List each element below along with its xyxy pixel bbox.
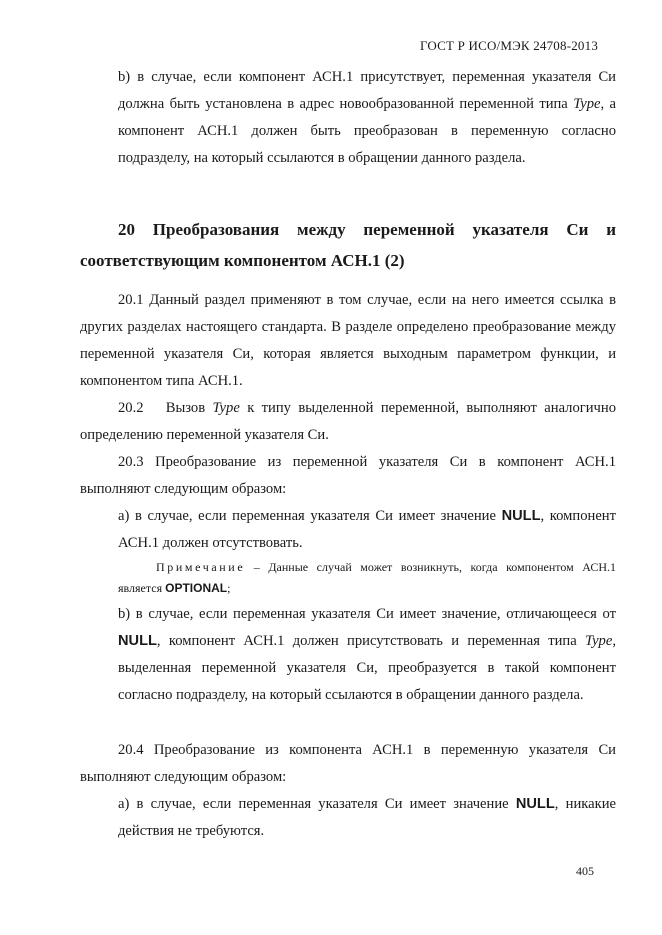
type-word: Type <box>585 633 613 649</box>
item-b-lead: b) в случае, если компонент АСН.1 присутствует, переменная указателя Си должна быть установлена в адрес новообразованной переменной типа <box>118 69 616 112</box>
note-label: Примечание <box>156 560 246 574</box>
type-word: Type <box>573 96 601 112</box>
section-number: 20 <box>118 220 135 239</box>
type-word: Type <box>212 400 240 416</box>
item-a-lead: а) в случае, если переменная указателя Си имеет значение <box>118 508 502 524</box>
item-b-tail: , выделенная переменной указателя Си, преобразуется в такой компонент согласно подразделу, на который ссылаются в обращении данного раздела. <box>118 633 616 703</box>
paragraph-20-2 <box>80 395 616 449</box>
item-b-continuation <box>118 64 616 172</box>
null-keyword: NULL <box>515 796 555 812</box>
item-b-tail: , а компонент АСН.1 должен быть преобразован в переменную согласно подразделу, на который ссылаются в обращении данного раздела. <box>118 96 616 166</box>
note-text: – Данные случай может возникнуть, когда компонентом АСН.1 является <box>118 560 616 595</box>
item-a-tail: , компонент АСН.1 должен отсутствовать. <box>118 508 616 551</box>
page-number: 405 <box>576 864 594 878</box>
paragraph-20-4: 20.4 Преобразование из компонента АСН.1 в переменную указателя Си выполняют следующим образом: <box>80 742 616 785</box>
optional-keyword: OPTIONAL <box>165 581 228 595</box>
note-end: ; <box>227 581 231 595</box>
item-20-3-a <box>118 503 616 557</box>
item-a-lead: а) в случае, если переменная указателя Си имеет значение <box>118 796 516 812</box>
section-title: Преобразования между переменной указателя Си и соответствующим компонентом АСН.1 (2) <box>80 220 616 270</box>
paragraph-20-2-tail: к типу выделенной переменной, выполняют аналогично определению переменной указателя Си. <box>80 400 616 443</box>
item-20-3-b <box>118 601 616 709</box>
paragraph-20-1: 20.1 Данный раздел применяют в том случае, если на него имеется ссылка в других разделах настоящего стандарта. В разделе определено преобразование между переменной указателя Си, которая является выходным параметром функции, и компонентом типа АСН.1. <box>80 292 616 389</box>
paragraph-20-3: 20.3 Преобразование из переменной указателя Си в компонент АСН.1 выполняют следующим образом: <box>80 454 616 497</box>
note <box>118 557 616 599</box>
running-header: ГОСТ Р ИСО/МЭК 24708-2013 <box>420 38 599 53</box>
item-a-tail: , никакие действия не требуются. <box>118 796 616 839</box>
null-keyword: NULL <box>501 508 541 524</box>
item-20-4-a <box>118 791 616 845</box>
paragraph-20-2-lead: 20.2 Вызов <box>118 400 213 416</box>
item-b-lead: b) в случае, если переменная указателя Си имеет значение, отличающееся от <box>118 606 616 622</box>
null-keyword: NULL <box>118 633 157 649</box>
item-b-mid: , компонент АСН.1 должен присутствовать и переменная типа <box>156 633 586 649</box>
section-heading <box>80 214 616 276</box>
